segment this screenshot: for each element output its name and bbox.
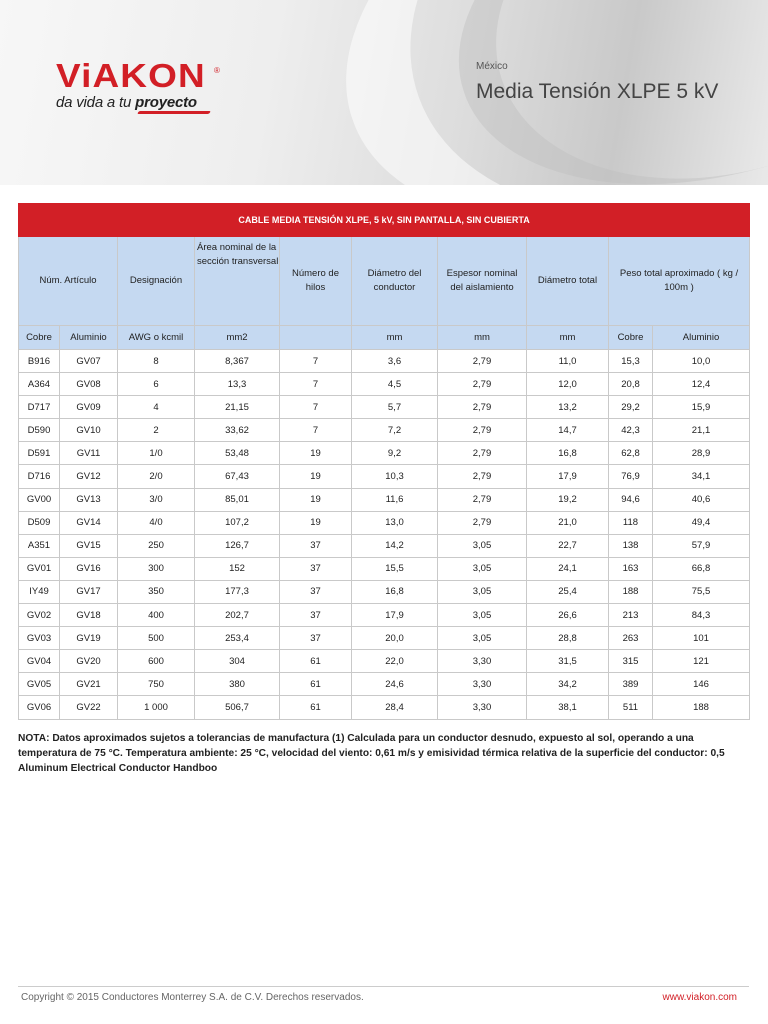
cell-area: 67,43 <box>195 465 280 488</box>
cell-cobre: D590 <box>19 419 60 442</box>
cell-area: 177,3 <box>195 580 280 603</box>
cell-cobre: A351 <box>19 534 60 557</box>
cell-diam-conductor: 11,6 <box>352 488 438 511</box>
cell-hilos: 19 <box>280 442 352 465</box>
unit-peso-aluminio: Aluminio <box>653 326 750 350</box>
cell-diam-total: 22,7 <box>527 534 609 557</box>
cell-espesor: 2,79 <box>438 442 527 465</box>
table-row <box>19 604 750 627</box>
unit-espesor: mm <box>438 326 527 350</box>
cell-diam-total: 13,2 <box>527 396 609 419</box>
cell-awg: 400 <box>118 604 195 627</box>
cell-area: 126,7 <box>195 534 280 557</box>
cell-awg: 4 <box>118 396 195 419</box>
cell-area: 152 <box>195 557 280 580</box>
header-designacion: Designación <box>118 237 195 326</box>
cell-awg: 6 <box>118 373 195 396</box>
cell-awg: 8 <box>118 350 195 373</box>
cell-cobre: GV04 <box>19 650 60 673</box>
country-label: México <box>476 61 508 72</box>
cell-cobre: GV06 <box>19 696 60 719</box>
cell-peso-cobre: 20,8 <box>609 373 653 396</box>
header-hilos: Número de hilos <box>280 237 352 326</box>
unit-hilos <box>280 326 352 350</box>
cell-espesor: 2,79 <box>438 488 527 511</box>
cell-peso-cobre: 94,6 <box>609 488 653 511</box>
cell-hilos: 37 <box>280 580 352 603</box>
table-row <box>19 488 750 511</box>
copyright-text: Copyright © 2015 Conductores Monterrey S.A. de C.V. Derechos reservados. <box>21 992 364 1003</box>
cell-peso-cobre: 118 <box>609 511 653 534</box>
header-area-text: Área nominal de la sección transversal <box>197 242 279 267</box>
cell-awg: 3/0 <box>118 488 195 511</box>
header-peso: Peso total aproximado ( kg / 100m ) <box>609 237 750 326</box>
cell-cobre: B916 <box>19 350 60 373</box>
cell-cobre: D509 <box>19 511 60 534</box>
cell-diam-total: 12,0 <box>527 373 609 396</box>
table-row <box>19 627 750 650</box>
table-row <box>19 373 750 396</box>
cell-diam-total: 17,9 <box>527 465 609 488</box>
table-row <box>19 465 750 488</box>
spec-table <box>18 203 750 720</box>
cell-peso-cobre: 263 <box>609 627 653 650</box>
cell-espesor: 3,30 <box>438 650 527 673</box>
cell-awg: 2 <box>118 419 195 442</box>
cell-area: 304 <box>195 650 280 673</box>
header-diam-total: Diámetro total <box>527 237 609 326</box>
table-body <box>19 350 750 720</box>
website-link[interactable]: www.viakon.com <box>662 992 737 1003</box>
cell-peso-aluminio: 101 <box>653 627 750 650</box>
cell-espesor: 3,30 <box>438 696 527 719</box>
cell-peso-cobre: 138 <box>609 534 653 557</box>
header-articulo: Núm. Artículo <box>19 237 118 326</box>
cell-cobre: GV02 <box>19 604 60 627</box>
cell-peso-aluminio: 66,8 <box>653 557 750 580</box>
tagline-underline <box>137 111 211 114</box>
cell-aluminio: GV09 <box>60 396 118 419</box>
cell-peso-aluminio: 21,1 <box>653 419 750 442</box>
cell-diam-conductor: 28,4 <box>352 696 438 719</box>
cell-cobre: D591 <box>19 442 60 465</box>
cell-cobre: GV03 <box>19 627 60 650</box>
page-title: Media Tensión XLPE 5 kV <box>476 80 719 103</box>
unit-cobre: Cobre <box>19 326 60 350</box>
table-row <box>19 442 750 465</box>
unit-diam-conductor: mm <box>352 326 438 350</box>
cell-diam-conductor: 5,7 <box>352 396 438 419</box>
cell-aluminio: GV19 <box>60 627 118 650</box>
tagline-prefix: da vida a tu <box>56 94 136 111</box>
cell-area: 8,367 <box>195 350 280 373</box>
cell-diam-total: 11,0 <box>527 350 609 373</box>
cell-awg: 2/0 <box>118 465 195 488</box>
table-row <box>19 673 750 696</box>
cell-cobre: GV01 <box>19 557 60 580</box>
cell-diam-total: 25,4 <box>527 580 609 603</box>
cell-aluminio: GV18 <box>60 604 118 627</box>
table-row <box>19 350 750 373</box>
cell-diam-total: 38,1 <box>527 696 609 719</box>
cell-diam-conductor: 14,2 <box>352 534 438 557</box>
tagline-emphasis: proyecto <box>135 94 197 111</box>
table-row <box>19 396 750 419</box>
cell-peso-cobre: 188 <box>609 580 653 603</box>
cell-aluminio: GV08 <box>60 373 118 396</box>
cell-peso-aluminio: 10,0 <box>653 350 750 373</box>
cell-diam-total: 19,2 <box>527 488 609 511</box>
cell-peso-aluminio: 40,6 <box>653 488 750 511</box>
table-note: NOTA: Datos aproximados sujetos a tolerancias de manufactura (1) Calculada para un conductor desnudo, expuesto al sol, operando a una temperatura de 75 °C. Temperatura ambiente: 25 °C, velocidad del viento: 0,61 m/s y emisividad térmica relativa de la superficie del conductor: 0,5 Aluminum Electrical Conductor Handboo <box>18 733 725 774</box>
cell-diam-conductor: 16,8 <box>352 580 438 603</box>
table-row <box>19 696 750 719</box>
cell-hilos: 7 <box>280 396 352 419</box>
cell-hilos: 7 <box>280 419 352 442</box>
cell-peso-cobre: 62,8 <box>609 442 653 465</box>
cell-diam-total: 31,5 <box>527 650 609 673</box>
cell-cobre: D716 <box>19 465 60 488</box>
cell-area: 380 <box>195 673 280 696</box>
cell-diam-conductor: 15,5 <box>352 557 438 580</box>
table-row <box>19 650 750 673</box>
cell-aluminio: GV11 <box>60 442 118 465</box>
cell-diam-total: 34,2 <box>527 673 609 696</box>
cell-peso-aluminio: 34,1 <box>653 465 750 488</box>
cell-peso-aluminio: 84,3 <box>653 604 750 627</box>
cell-hilos: 61 <box>280 696 352 719</box>
cell-area: 202,7 <box>195 604 280 627</box>
cell-hilos: 37 <box>280 627 352 650</box>
cell-hilos: 7 <box>280 350 352 373</box>
cell-cobre: IY49 <box>19 580 60 603</box>
cell-espesor: 3,05 <box>438 557 527 580</box>
cell-diam-conductor: 24,6 <box>352 673 438 696</box>
cell-area: 253,4 <box>195 627 280 650</box>
cell-peso-aluminio: 121 <box>653 650 750 673</box>
cell-espesor: 2,79 <box>438 511 527 534</box>
cell-espesor: 2,79 <box>438 396 527 419</box>
cell-diam-conductor: 9,2 <box>352 442 438 465</box>
cell-hilos: 19 <box>280 511 352 534</box>
cell-espesor: 3,05 <box>438 534 527 557</box>
cell-hilos: 19 <box>280 465 352 488</box>
cell-diam-conductor: 22,0 <box>352 650 438 673</box>
unit-peso-cobre: Cobre <box>609 326 653 350</box>
brand-wordmark: ViAKON <box>56 57 206 94</box>
cell-awg: 300 <box>118 557 195 580</box>
cell-peso-cobre: 213 <box>609 604 653 627</box>
table-row <box>19 534 750 557</box>
footer-divider <box>18 986 749 987</box>
cell-diam-conductor: 13,0 <box>352 511 438 534</box>
header-diam-conductor: Diámetro del conductor <box>352 237 438 326</box>
brand-logo[interactable] <box>56 57 220 111</box>
cell-cobre: A364 <box>19 373 60 396</box>
cell-espesor: 3,05 <box>438 604 527 627</box>
cell-aluminio: GV07 <box>60 350 118 373</box>
cell-peso-cobre: 42,3 <box>609 419 653 442</box>
cell-peso-aluminio: 57,9 <box>653 534 750 557</box>
cell-diam-total: 21,0 <box>527 511 609 534</box>
cell-area: 33,62 <box>195 419 280 442</box>
unit-diam-total: mm <box>527 326 609 350</box>
cell-awg: 500 <box>118 627 195 650</box>
cell-espesor: 3,30 <box>438 673 527 696</box>
cell-diam-total: 24,1 <box>527 557 609 580</box>
cell-espesor: 2,79 <box>438 373 527 396</box>
cell-area: 85,01 <box>195 488 280 511</box>
cell-espesor: 3,05 <box>438 627 527 650</box>
cell-hilos: 37 <box>280 534 352 557</box>
cell-peso-aluminio: 75,5 <box>653 580 750 603</box>
cell-awg: 750 <box>118 673 195 696</box>
cell-diam-conductor: 3,6 <box>352 350 438 373</box>
cell-hilos: 61 <box>280 673 352 696</box>
cell-diam-total: 26,6 <box>527 604 609 627</box>
cell-area: 13,3 <box>195 373 280 396</box>
table-row <box>19 511 750 534</box>
cell-peso-cobre: 163 <box>609 557 653 580</box>
cell-diam-conductor: 10,3 <box>352 465 438 488</box>
unit-aluminio: Aluminio <box>60 326 118 350</box>
registered-mark: ® <box>214 66 220 75</box>
cell-awg: 600 <box>118 650 195 673</box>
cell-peso-cobre: 315 <box>609 650 653 673</box>
cell-aluminio: GV13 <box>60 488 118 511</box>
cell-peso-aluminio: 28,9 <box>653 442 750 465</box>
unit-area: mm2 <box>195 326 280 350</box>
cell-espesor: 3,05 <box>438 580 527 603</box>
cell-cobre: D717 <box>19 396 60 419</box>
page-header <box>0 0 768 185</box>
cell-area: 21,15 <box>195 396 280 419</box>
cell-peso-aluminio: 188 <box>653 696 750 719</box>
cell-diam-total: 28,8 <box>527 627 609 650</box>
header-espesor: Espesor nominal del aislamiento <box>438 237 527 326</box>
cell-hilos: 7 <box>280 373 352 396</box>
table-row <box>19 580 750 603</box>
cell-peso-aluminio: 15,9 <box>653 396 750 419</box>
cell-aluminio: GV14 <box>60 511 118 534</box>
table-row <box>19 557 750 580</box>
cell-aluminio: GV20 <box>60 650 118 673</box>
cell-hilos: 61 <box>280 650 352 673</box>
cell-aluminio: GV17 <box>60 580 118 603</box>
cell-awg: 4/0 <box>118 511 195 534</box>
cell-awg: 1 000 <box>118 696 195 719</box>
cell-hilos: 37 <box>280 557 352 580</box>
cell-hilos: 19 <box>280 488 352 511</box>
cell-diam-conductor: 17,9 <box>352 604 438 627</box>
cell-peso-aluminio: 12,4 <box>653 373 750 396</box>
cell-aluminio: GV21 <box>60 673 118 696</box>
cell-espesor: 2,79 <box>438 465 527 488</box>
brand-tagline <box>56 94 197 111</box>
cell-hilos: 37 <box>280 604 352 627</box>
cell-diam-conductor: 7,2 <box>352 419 438 442</box>
cell-peso-cobre: 76,9 <box>609 465 653 488</box>
cell-peso-cobre: 29,2 <box>609 396 653 419</box>
cell-peso-cobre: 15,3 <box>609 350 653 373</box>
cell-diam-conductor: 20,0 <box>352 627 438 650</box>
spec-table-container <box>18 203 749 720</box>
cell-awg: 1/0 <box>118 442 195 465</box>
cell-cobre: GV00 <box>19 488 60 511</box>
cell-aluminio: GV10 <box>60 419 118 442</box>
cell-diam-conductor: 4,5 <box>352 373 438 396</box>
cell-awg: 250 <box>118 534 195 557</box>
cell-aluminio: GV12 <box>60 465 118 488</box>
cell-aluminio: GV15 <box>60 534 118 557</box>
table-row <box>19 419 750 442</box>
unit-awg: AWG o kcmil <box>118 326 195 350</box>
cell-peso-cobre: 389 <box>609 673 653 696</box>
cell-espesor: 2,79 <box>438 419 527 442</box>
cell-peso-aluminio: 146 <box>653 673 750 696</box>
cell-area: 107,2 <box>195 511 280 534</box>
cell-area: 506,7 <box>195 696 280 719</box>
cell-espesor: 2,79 <box>438 350 527 373</box>
cell-diam-total: 16,8 <box>527 442 609 465</box>
cell-cobre: GV05 <box>19 673 60 696</box>
cell-aluminio: GV16 <box>60 557 118 580</box>
table-caption: CABLE MEDIA TENSIÓN XLPE, 5 kV, SIN PANTALLA, SIN CUBIERTA <box>19 204 750 237</box>
cell-peso-cobre: 511 <box>609 696 653 719</box>
cell-diam-total: 14,7 <box>527 419 609 442</box>
cell-area: 53,48 <box>195 442 280 465</box>
cell-awg: 350 <box>118 580 195 603</box>
header-area <box>195 237 280 326</box>
cell-aluminio: GV22 <box>60 696 118 719</box>
cell-peso-aluminio: 49,4 <box>653 511 750 534</box>
